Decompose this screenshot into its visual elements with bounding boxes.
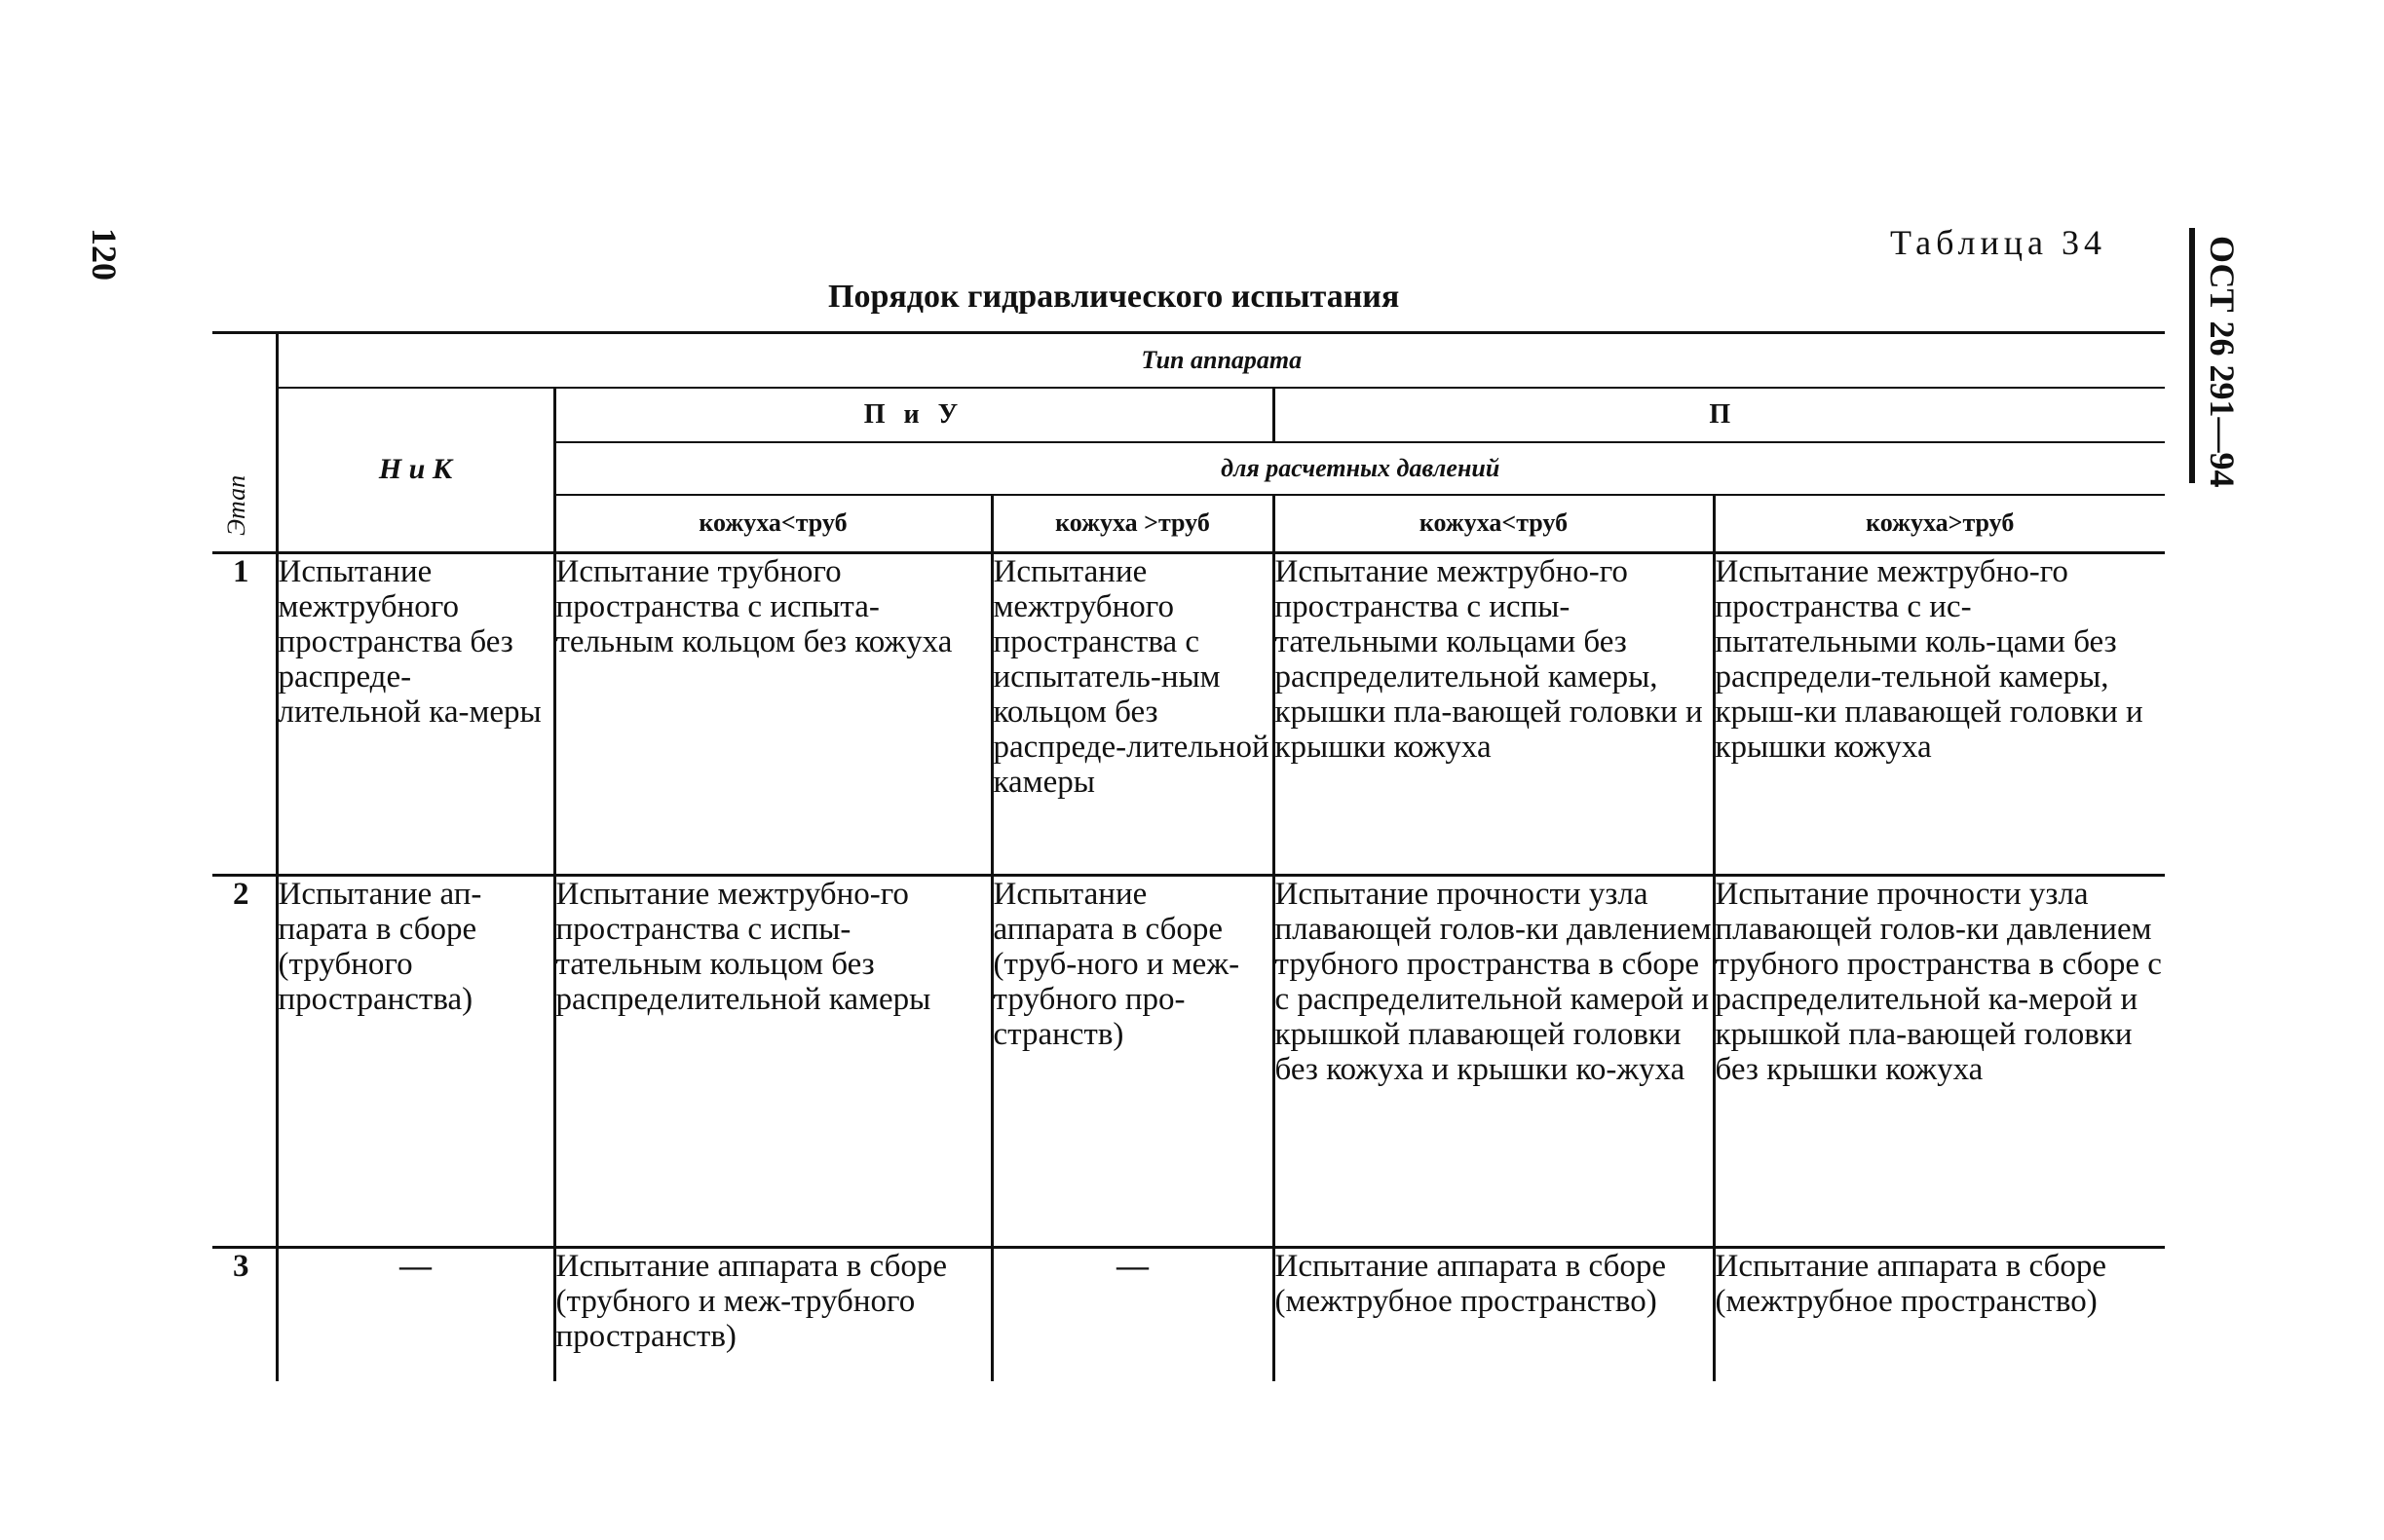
for-pressures-header: для расчетных давлений (554, 442, 2165, 495)
stage-header-cell (212, 333, 277, 553)
table-cell: Испытание трубного пространства с испыта-тельным кольцом без кожуха (554, 554, 992, 876)
p-u-header: П и У (554, 388, 1273, 442)
table-cell-empty: — (992, 1249, 1273, 1381)
table-cell: Испытание аппарата в сборе (межтрубное пространство) (1273, 1249, 1714, 1381)
document-code-rule (2189, 228, 2195, 483)
page-number: 120 (85, 228, 124, 281)
table-title: Порядок гидравлического испытания (828, 279, 1400, 315)
stage-header: Этап (222, 475, 250, 537)
table-cell-empty: — (277, 1249, 554, 1381)
subheader-3: кожуха<труб (1273, 495, 1714, 551)
document-code: ОСТ 26 291—94 (2203, 236, 2242, 488)
table-cell: Испытание межтрубного пространства без распреде-лительной ка-меры (277, 554, 554, 876)
table-cell: Испытание межтрубного пространства с испытатель-ным кольцом без распреде-лительной камеры (992, 554, 1273, 876)
subheader-2: кожуха >труб (992, 495, 1273, 551)
subheader-4: кожуха>труб (1714, 495, 2165, 551)
table-label: Таблица 34 (1890, 223, 2106, 262)
table-row (212, 877, 2165, 1247)
p-header: П (1273, 388, 2165, 442)
subheader-1: кожуха<труб (554, 495, 992, 551)
stage-number: 3 (233, 1248, 249, 1284)
table-cell: Испытание прочности узла плавающей голов-ки давлением трубного пространства в сборе с распределительной ка-мерой и крышкой пла-вающей головки без крышки кожуха (1714, 877, 2165, 1247)
table-cell: Испытание межтрубно-го пространства с испы-тательными кольцами без распределительной камеры, крышки пла-вающей головки и крышки кожуха (1273, 554, 1714, 876)
stage-number: 2 (233, 877, 249, 912)
table-cell: Испытание аппарата в сборе (межтрубное пространство) (1714, 1249, 2165, 1381)
table-row (212, 1249, 2165, 1381)
table-cell: Испытание аппарата в сборе (труб-ного и меж-трубного про-странств) (992, 877, 1273, 1247)
table-cell: Испытание межтрубно-го пространства с ис-пытательными коль-цами без распредели-тельной камеры, крыш-ки плавающей головки и крышки кожуха (1714, 554, 2165, 876)
table-cell: Испытание аппарата в сборе (трубного и меж-трубного пространств) (554, 1249, 992, 1381)
n-k-header: Н и К (378, 453, 453, 485)
table-cell: Испытание межтрубно-го пространства с испы-тательным кольцом без распределительной камеры (554, 877, 992, 1247)
apparatus-type-header: Тип аппарата (277, 333, 2165, 388)
table-cell: Испытание прочности узла плавающей голов-ки давлением трубного пространства в сборе с распределительной камерой и крышкой плавающей головки без кожуха и крышки ко-жуха (1273, 877, 1714, 1247)
table-row (212, 554, 2165, 876)
stage-number: 1 (233, 553, 249, 589)
table-cell: Испытание ап-парата в сборе (трубного пространства) (277, 877, 554, 1247)
hydraulic-test-table (212, 331, 2165, 1381)
